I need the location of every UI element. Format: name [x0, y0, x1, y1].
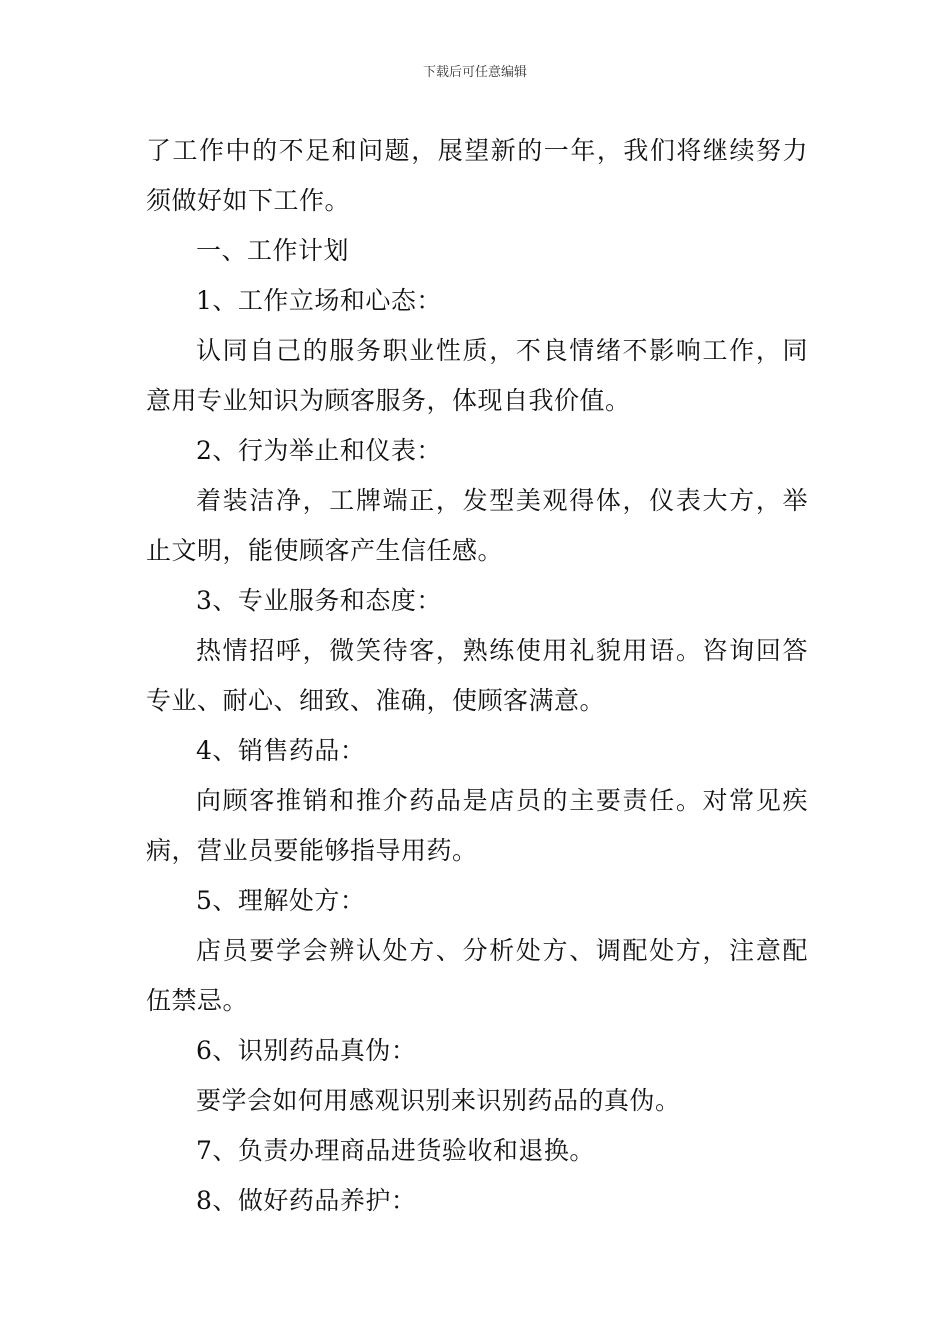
paragraph-line: 专业、耐心、细致、准确，使顾客满意。 [146, 686, 606, 715]
paragraph-line: 伍禁忌。 [146, 986, 249, 1015]
item-heading: 5、理解处方： [196, 886, 366, 915]
paragraph-line: 止文明，能使顾客产生信任感。 [146, 536, 504, 565]
item-heading: 4、销售药品： [196, 736, 366, 765]
item-heading: 2、行为举止和仪表： [196, 436, 442, 465]
item-heading: 3、专业服务和态度： [196, 586, 442, 615]
item-heading: 6、识别药品真伪： [196, 1036, 417, 1065]
page-header-note: 下载后可任意编辑 [422, 65, 527, 80]
paragraph-line: 要学会如何用感观识别来识别药品的真伪。 [196, 1086, 681, 1115]
item-heading: 8、做好药品养护： [196, 1186, 417, 1215]
paragraph-line: 店员要学会辨认处方、分析处方、调配处方，注意配 [196, 936, 808, 965]
paragraph-line: 认同自己的服务职业性质，不良情绪不影响工作，同 [196, 336, 808, 365]
section-heading: 一、工作计划 [196, 236, 350, 265]
paragraph-line: 了工作中的不足和问题，展望新的一年，我们将继续努力 [146, 136, 808, 165]
paragraph-line: 意用专业知识为顾客服务，体现自我价值。 [146, 386, 631, 415]
paragraph-line: 向顾客推销和推介药品是店员的主要责任。对常见疾 [196, 786, 808, 815]
paragraph-line: 热情招呼，微笑待客，熟练使用礼貌用语。咨询回答 [196, 636, 808, 665]
paragraph-line: 病，营业员要能够指导用药。 [146, 836, 478, 865]
item-heading: 7、负责办理商品进货验收和退换。 [196, 1136, 595, 1165]
paragraph-line: 着装洁净，工牌端正，发型美观得体，仪表大方，举 [196, 486, 808, 515]
document-body [146, 126, 808, 1226]
paragraph-line: 须做好如下工作。 [146, 186, 351, 215]
item-heading: 1、工作立场和心态： [196, 286, 442, 315]
